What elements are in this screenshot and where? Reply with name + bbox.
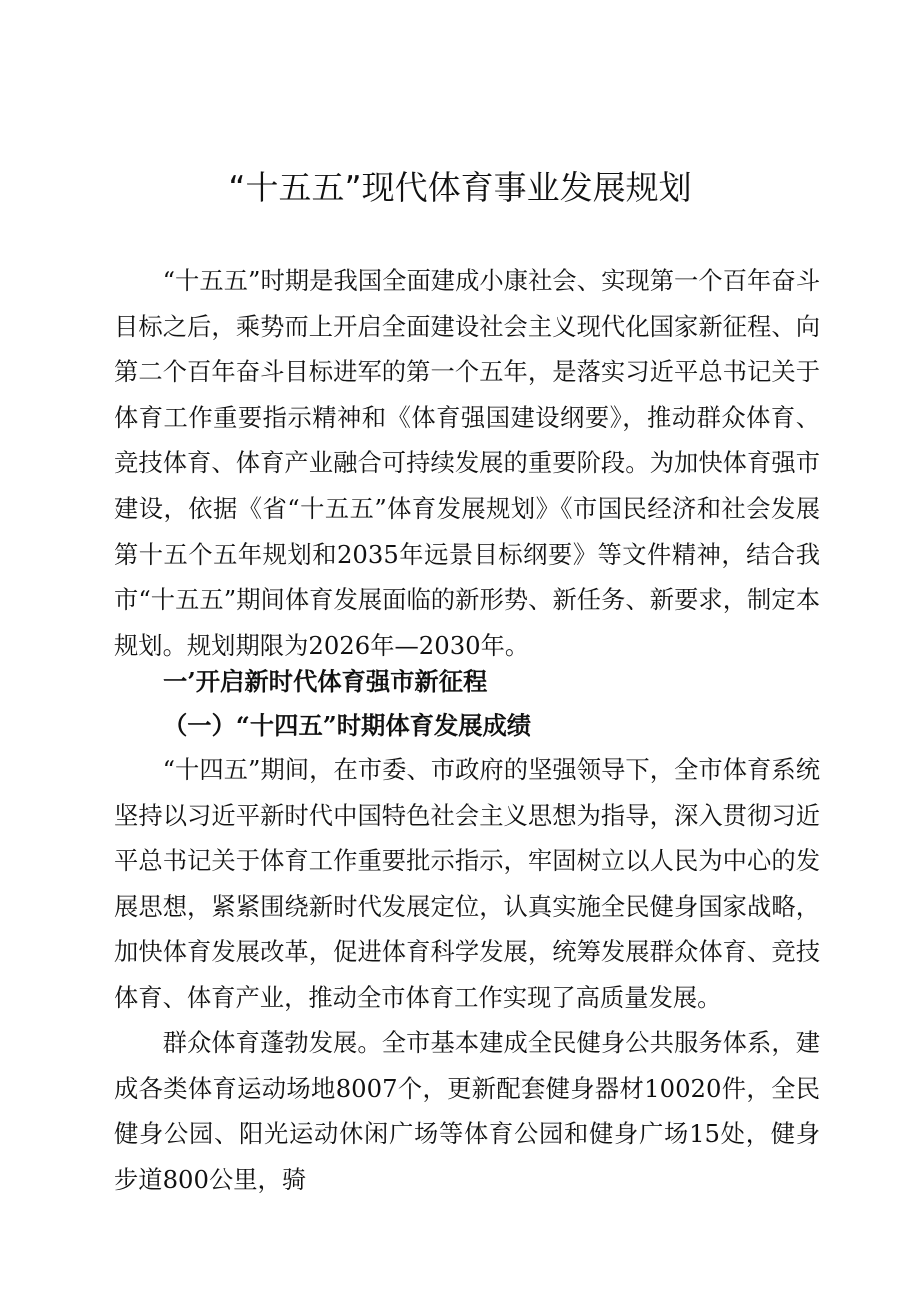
mass-sports-paragraph: 群众体育蓬勃发展。全市基本建成全民健身公共服务体系，建成各类体育运动场地8007个，更新配套健身器材10020件，全民健身公园、阳光运动休闲广场等体育公园和健身广场15处，健身步道800公里，骑	[114, 1028, 820, 1194]
subsection-heading: （一）“十四五”时期体育发展成绩	[163, 711, 532, 740]
section-heading: 一’开启新时代体育强市新征程	[163, 667, 488, 696]
achievements-paragraph: “十四五”期间，在市委、市政府的坚强领导下，全市体育系统坚持以习近平新时代中国特色社会主义思想为指导，深入贯彻习近平总书记关于体育工作重要批示指示，牢固树立以人民为中心的发展思想，紧紧围绕新时代发展定位，认真实施全民健身国家战略，加快体育发展改革，促进体育科学发展，统筹发展群众体育、竞技体育、体育产业，推动全市体育工作实现了高质量发展。	[114, 755, 820, 1012]
intro-paragraph: “十五五”时期是我国全面建成小康社会、实现第一个百年奋斗目标之后，乘势而上开启全面建设社会主义现代化国家新征程、向第二个百年奋斗目标进军的第一个五年，是落实习近平总书记关于体育工作重要指示精神和《体育强国建设纲要》，推动群众体育、竞技体育、体育产业融合可持续发展的重要阶段。为加快体育强市建设，依据《省“十五五”体育发展规划》《市国民经济和社会发展第十五个五年规划和2035年远景目标纲要》等文件精神，结合我市“十五五”期间体育发展面临的新形势、新任务、新要求，制定本规划。规划期限为2026年—2030年。	[114, 266, 820, 660]
document-title: “十五五”现代体育事业发展规划	[228, 168, 692, 207]
